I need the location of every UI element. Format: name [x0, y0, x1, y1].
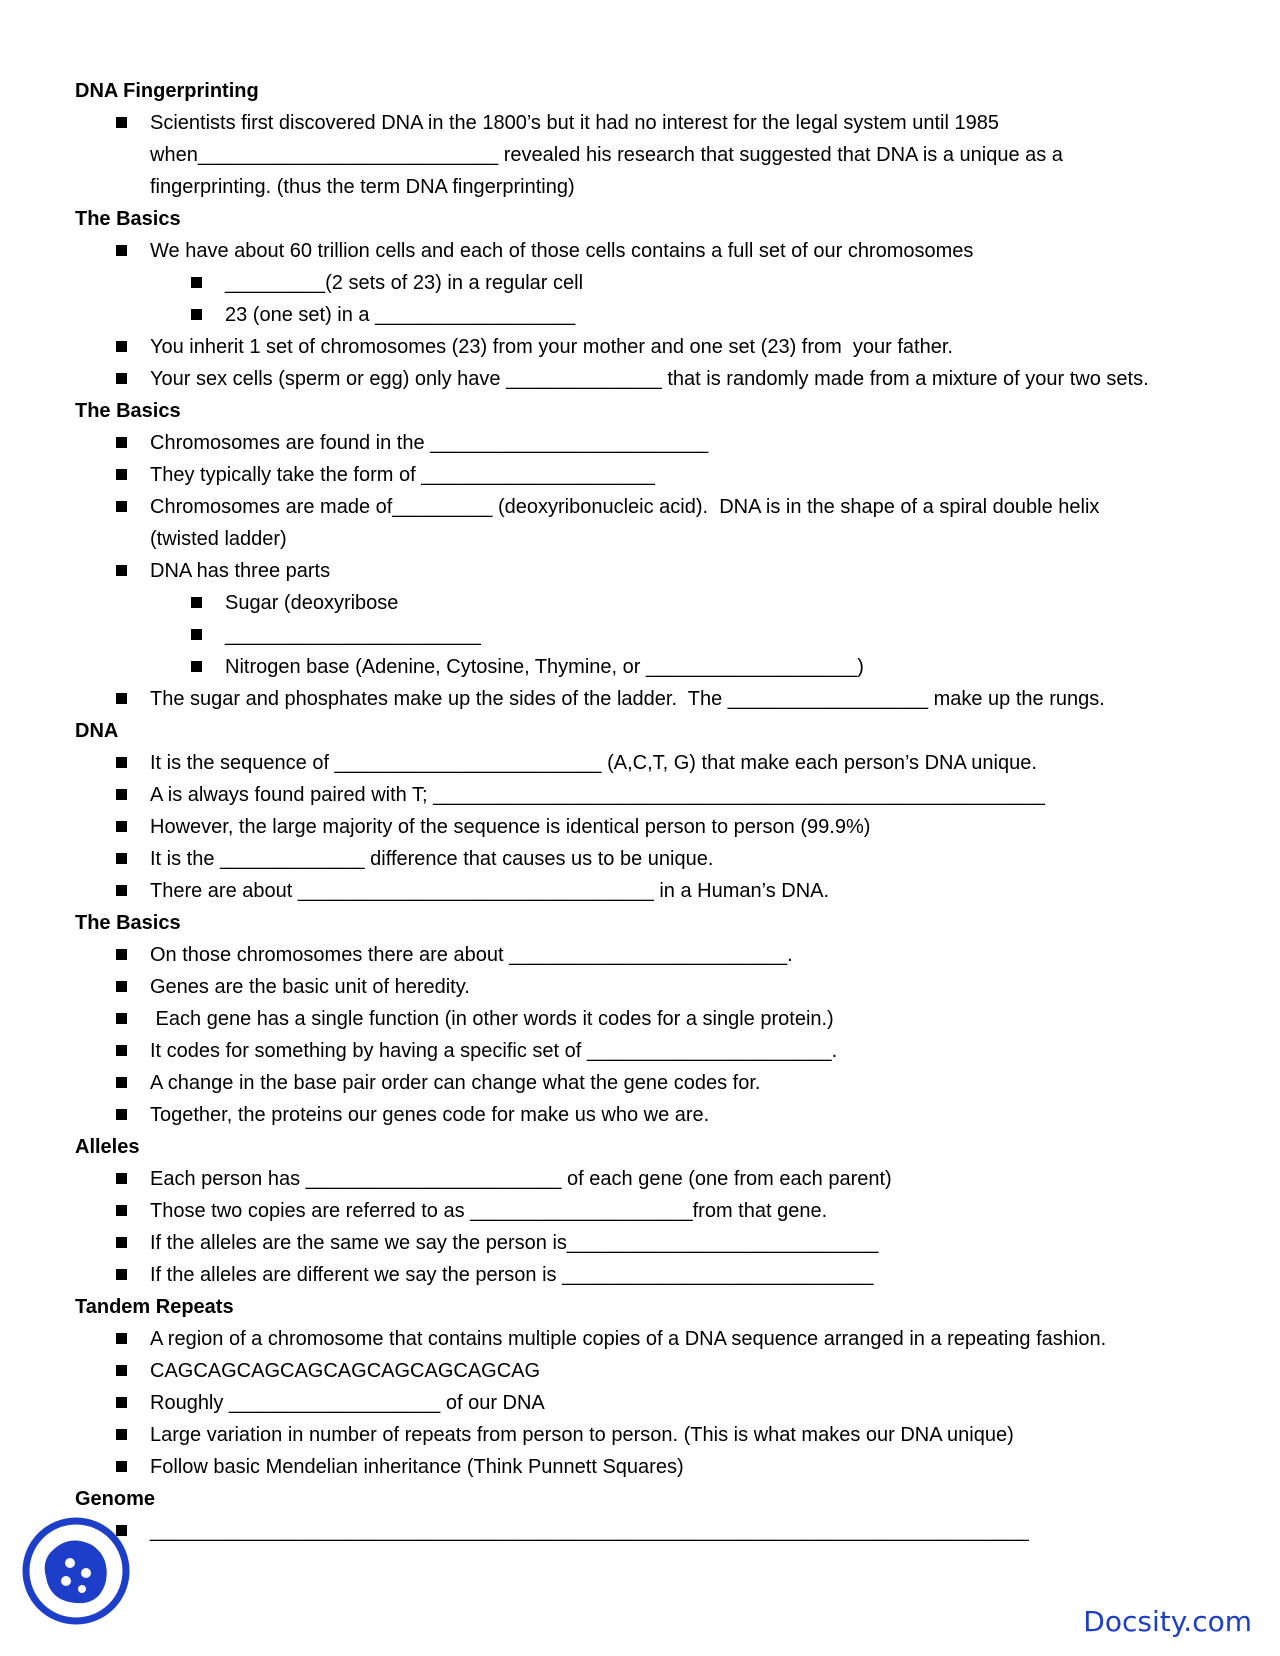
square-bullet-icon [116, 885, 127, 896]
list-item [75, 491, 1215, 523]
item-text: A is always found paired with T; _______________________________________________________ [150, 784, 1045, 806]
sub-list-item [75, 587, 1215, 619]
item-text: Nitrogen base (Adenine, Cytosine, Thymine, or ___________________) [225, 656, 864, 678]
item-text: Chromosomes are made of_________ (deoxyribonucleic acid). DNA is in the shape of a spiral double helix [150, 496, 1100, 518]
item-text: 23 (one set) in a __________________ [225, 304, 576, 326]
square-bullet-icon [116, 1205, 127, 1216]
list-item [75, 875, 1215, 907]
item-text: (twisted ladder) [150, 528, 287, 550]
item-text: fingerprinting. (thus the term DNA fingerprinting) [150, 176, 575, 198]
item-text: They typically take the form of _____________________ [150, 464, 655, 486]
list-item [75, 1323, 1215, 1355]
item-text: If the alleles are the same we say the person is____________________________ [150, 1232, 879, 1254]
section-heading: The Basics [75, 400, 181, 422]
list-item [75, 1259, 1215, 1291]
square-bullet-icon [116, 693, 127, 704]
square-bullet-icon [191, 661, 202, 672]
square-bullet-icon [191, 277, 202, 288]
list-item [75, 1099, 1215, 1131]
square-bullet-icon [116, 1077, 127, 1088]
item-text: It is the _____________ difference that causes us to be unique. [150, 848, 714, 870]
list-item [75, 1003, 1215, 1035]
sub-list-item [75, 299, 1215, 331]
section-heading: DNA [75, 720, 119, 742]
list-item [75, 459, 1215, 491]
list-item [75, 683, 1215, 715]
sub-list-item [75, 651, 1215, 683]
item-text: However, the large majority of the sequence is identical person to person (99.9%) [150, 816, 871, 838]
square-bullet-icon [191, 629, 202, 640]
list-item [75, 427, 1215, 459]
list-item [75, 1035, 1215, 1067]
list-item [75, 779, 1215, 811]
item-text: Sugar (deoxyribose [225, 592, 399, 614]
item-text: Chromosomes are found in the _________________________ [150, 432, 709, 454]
square-bullet-icon [116, 757, 127, 768]
list-item [75, 971, 1215, 1003]
list-item [75, 1515, 1215, 1547]
square-bullet-icon [116, 949, 127, 960]
square-bullet-icon [116, 1461, 127, 1472]
square-bullet-icon [116, 1045, 127, 1056]
list-item [75, 1419, 1215, 1451]
item-text: _______________________________________________________________________________ [150, 1520, 1029, 1542]
item-text: Large variation in number of repeats from person to person. (This is what makes our DNA unique) [150, 1424, 1014, 1446]
item-text: If the alleles are different we say the person is ____________________________ [150, 1264, 874, 1286]
square-bullet-icon [191, 309, 202, 320]
square-bullet-icon [116, 373, 127, 384]
item-text: Roughly ___________________ of our DNA [150, 1392, 545, 1414]
square-bullet-icon [116, 789, 127, 800]
docsity-brand-link[interactable]: Docsity.com [1083, 1605, 1252, 1638]
square-bullet-icon [116, 1333, 127, 1344]
square-bullet-icon [116, 437, 127, 448]
square-bullet-icon [116, 853, 127, 864]
item-text: You inherit 1 set of chromosomes (23) from your mother and one set (23) from your father. [150, 336, 953, 358]
square-bullet-icon [116, 1173, 127, 1184]
list-item [75, 555, 1215, 587]
list-item [75, 1163, 1215, 1195]
list-item [75, 363, 1215, 395]
square-bullet-icon [116, 1237, 127, 1248]
item-text: Scientists first discovered DNA in the 1800’s but it had no interest for the legal system until 1985 [150, 112, 999, 134]
list-item [75, 747, 1215, 779]
list-item [75, 235, 1215, 267]
list-item-continuation [75, 523, 1215, 555]
section-heading: The Basics [75, 208, 181, 230]
list-item [75, 331, 1215, 363]
list-item [75, 107, 1215, 139]
list-item [75, 1227, 1215, 1259]
list-item [75, 811, 1215, 843]
item-text: The sugar and phosphates make up the sides of the ladder. The __________________ make up the rungs. [150, 688, 1105, 710]
square-bullet-icon [116, 1365, 127, 1376]
square-bullet-icon [116, 1013, 127, 1024]
list-item [75, 1195, 1215, 1227]
square-bullet-icon [116, 1109, 127, 1120]
item-text: A region of a chromosome that contains multiple copies of a DNA sequence arranged in a repeating fashion. [150, 1328, 1107, 1350]
list-item-continuation [75, 171, 1215, 203]
item-text: Together, the proteins our genes code for make us who we are. [150, 1104, 710, 1126]
square-bullet-icon [191, 597, 202, 608]
list-item [75, 1067, 1215, 1099]
item-text: There are about ________________________________ in a Human’s DNA. [150, 880, 830, 902]
square-bullet-icon [116, 341, 127, 352]
list-item [75, 1387, 1215, 1419]
item-text: On those chromosomes there are about _________________________. [150, 944, 793, 966]
item-text: We have about 60 trillion cells and each of those cells contains a full set of our chromosomes [150, 240, 974, 262]
section-heading: Genome [75, 1488, 156, 1510]
section-heading: DNA Fingerprinting [75, 80, 259, 102]
square-bullet-icon [116, 821, 127, 832]
square-bullet-icon [116, 1397, 127, 1408]
item-text: It is the sequence of ________________________ (A,C,T, G) that make each person’s DNA unique. [150, 752, 1037, 774]
item-text: when___________________________ revealed his research that suggested that DNA is a unique as a [150, 144, 1063, 166]
section-heading: Tandem Repeats [75, 1296, 234, 1318]
item-text: CAGCAGCAGCAGCAGCAGCAGCAGCAG [150, 1360, 541, 1382]
item-text: DNA has three parts [150, 560, 331, 582]
list-item [75, 1355, 1215, 1387]
list-item [75, 843, 1215, 875]
square-bullet-icon [116, 501, 127, 512]
section-heading: The Basics [75, 912, 181, 934]
square-bullet-icon [116, 565, 127, 576]
square-bullet-icon [116, 245, 127, 256]
docsity-logo-icon [20, 1515, 132, 1627]
item-text: Your sex cells (sperm or egg) only have ______________ that is randomly made from a mixture of your two sets. [150, 368, 1149, 390]
item-text: _______________________ [225, 624, 481, 646]
document-body [75, 75, 1215, 1547]
square-bullet-icon [116, 981, 127, 992]
section-heading: Alleles [75, 1136, 140, 1158]
item-text: _________(2 sets of 23) in a regular cell [225, 272, 584, 294]
item-text: Each gene has a single function (in other words it codes for a single protein.) [150, 1008, 834, 1030]
square-bullet-icon [116, 1269, 127, 1280]
list-item [75, 1451, 1215, 1483]
square-bullet-icon [116, 469, 127, 480]
item-text: Each person has _______________________ of each gene (one from each parent) [150, 1168, 892, 1190]
list-item [75, 939, 1215, 971]
square-bullet-icon [116, 117, 127, 128]
item-text: Genes are the basic unit of heredity. [150, 976, 470, 998]
item-text: It codes for something by having a specific set of ______________________. [150, 1040, 838, 1062]
list-item-continuation [75, 139, 1215, 171]
sub-list-item [75, 619, 1215, 651]
square-bullet-icon [116, 1429, 127, 1440]
sub-list-item [75, 267, 1215, 299]
item-text: Those two copies are referred to as ____________________from that gene. [150, 1200, 828, 1222]
item-text: Follow basic Mendelian inheritance (Think Punnett Squares) [150, 1456, 684, 1478]
item-text: A change in the base pair order can change what the gene codes for. [150, 1072, 761, 1094]
